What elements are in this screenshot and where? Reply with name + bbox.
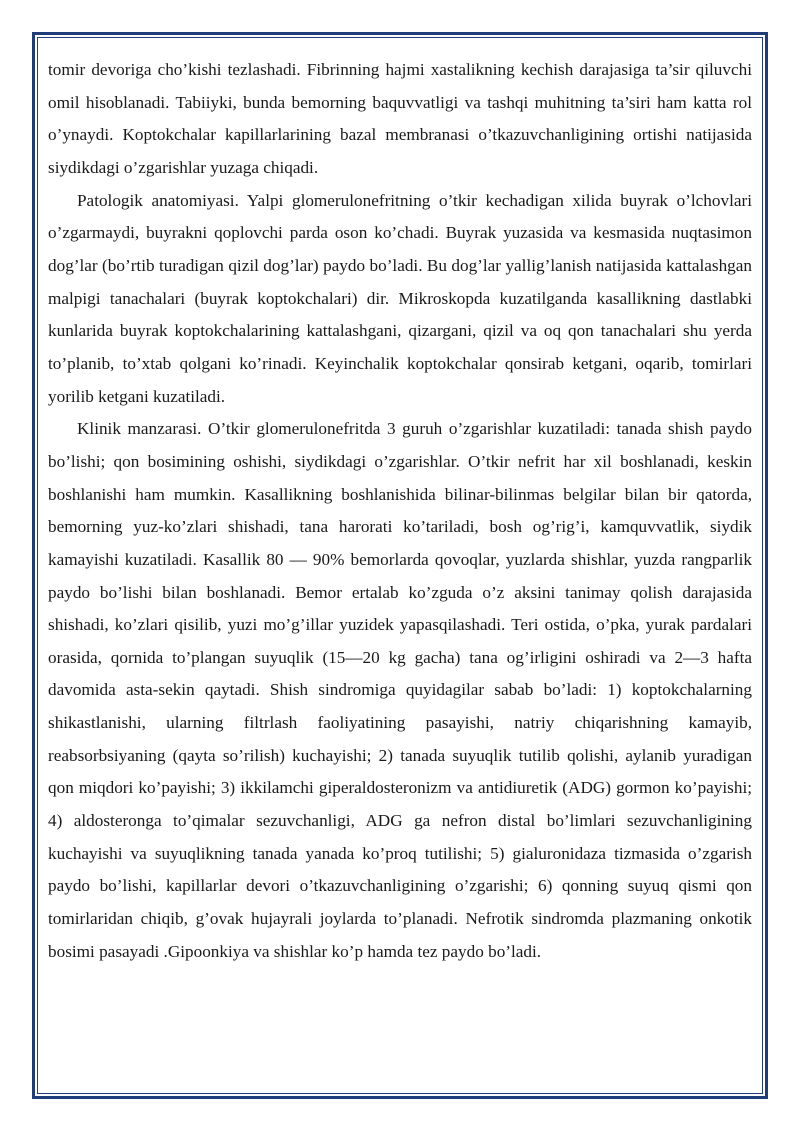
- paragraph-clinical-picture: Klinik manzarasi. O’tkir glomerulonefritda 3 guruh o’zgarishlar kuzatiladi: tanada shish paydo bo’lishi; qon bosimining oshishi, siydikdagi o’zgarishlar. O’tkir nefrit har xil boshlanadi, keskin boshlanishi ham mumkin. Kasallikning boshlanishida bilinar-bilinmas belgilar bilan bir qatorda, bemorning yuz-ko’zlari shishadi, tana harorati ko’tariladi, bosh og’rig’i, kamquvvatlik, siydik kamayishi kuzatiladi. Kasallik 80 — 90% bemorlarda qovoqlar, yuzlarda shishlar, yuzda rangparlik paydo bo’lishi bilan boshlanadi. Bemor ertalab ko’zguda o’z aksini tanimay qolish darajasida shishadi, ko’zlari qisilib, yuzi mo’g’illar yuzidek yapasqilashadi. Teri ostida, o’pka, yurak pardalari orasida, qornida to’plangan suyuqlik (15—20 kg gacha) tana og’irligini oshiradi va 2—3 hafta davomida asta-sekin qaytadi. Shish sindromiga quyidagilar sabab bo’ladi: 1) koptokchalarning shikastlanishi, ularning filtrlash faoliyatining pasayishi, natriy chiqarishning kamayib, reabsorbsiyaning (qayta so’rilish) kuchayishi; 2) tanada suyuqlik tutilib qolishi, aylanib yuradigan qon miqdori ko’payishi; 3) ikkilamchi giperaldosteronizm va antidiuretik (ADG) gormon ko’payishi; 4) aldosteronga to’qimalar sezuvchanligi, ADG ga nefron distal bo’limlari sezuvchanligining kuchayishi va suyuqlikning tanada yanada ko’proq tutilishi; 5) gialuronidaza tizmasida o’zgarish paydo bo’lishi, kapillarlar devori o’tkazuvchanligining o’zgarishi; 6) qonning suyuq qismi qon tomirlaridan chiqib, g’ovak hujayrali joylarda to’planadi. Nefrotik sindromda plazmaning onkotik bosimi pasayadi .Gipoonkiya va shishlar ko’p hamda tez paydo bo’ladi.: [48, 419, 752, 961]
- paragraph-continuation: tomir devoriga cho’kishi tezlashadi. Fibrinning hajmi xastalikning kechish darajasiga ta’sir qiluvchi omil hisoblanadi. Tabiiyki, bunda bemorning baquvvatligi va tashqi muhitning ta’siri ham katta rol o’ynaydi. Koptokchalar kapillarlarining bazal membranasi o’tkazuvchanligining ortishi natijasida siydikdagi o’zgarishlar yuzaga chiqadi.: [48, 60, 752, 177]
- document-body: [48, 54, 752, 968]
- paragraph-pathologic-anatomy: Patologik anatomiyasi. Yalpi glomerulonefritning o’tkir kechadigan xilida buyrak o’lchovlari o’zgarmaydi, buyrakni qoplovchi parda oson ko’chadi. Buyrak yuzasida va kesmasida nuqtasimon dog’lar (bo’rtib turadigan qizil dog’lar) paydo bo’ladi. Bu dog’lar yallig’lanish natijasida kattalashgan malpigi tanachalari (buyrak koptokchalari) dir. Mikroskopda kuzatilganda kasallikning dastlabki kunlarida buyrak koptokchalarining kattalashgani, qizargani, qizil va oq qon tanachalari shu yerda to’planib, to’xtab qolgani ko’rinadi. Keyinchalik koptokchalar qonsirab ketgani, oqarib, tomirlari yorilib ketgani kuzatiladi.: [48, 190, 752, 406]
